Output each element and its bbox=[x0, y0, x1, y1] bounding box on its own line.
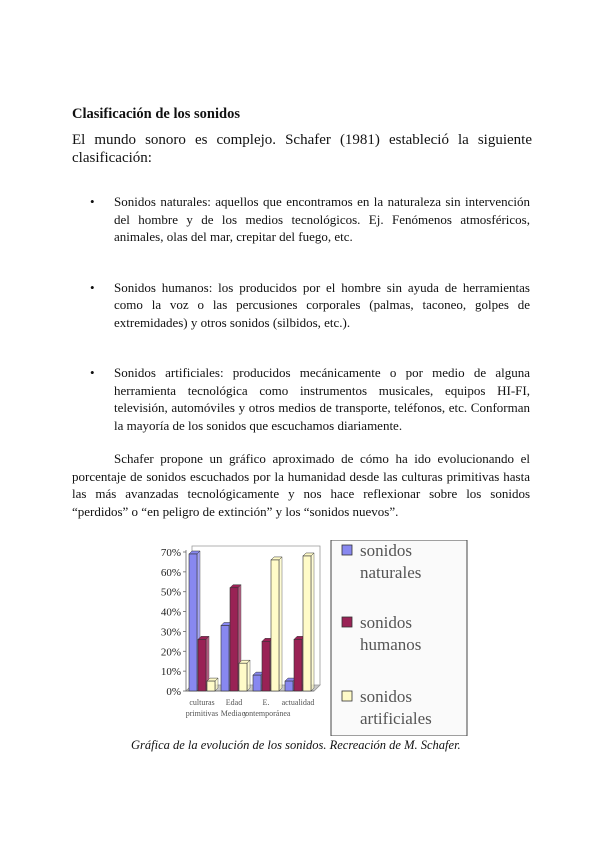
list-item bbox=[90, 364, 530, 434]
x-tick-label: E. bbox=[262, 698, 270, 707]
list-item-text: Sonidos humanos: los producidos por el hombre sin ayuda de herramientas como la voz o las percusiones corporales (palmas, taconeo, golpes de extremidades) y otros sonidos (silbidos, etc.). bbox=[114, 279, 530, 330]
legend-label: naturales bbox=[360, 563, 422, 582]
intro-text: El mundo sonoro es complejo. Schafer (1981) estableció la siguiente clasificación: bbox=[72, 132, 532, 166]
y-tick-label: 70% bbox=[160, 547, 181, 559]
legend-label: artificiales bbox=[360, 709, 432, 728]
y-tick-label: 30% bbox=[160, 626, 181, 639]
list-item-text: Sonidos artificiales: producidos mecánicamente o por medio de alguna herramienta tecnológica como instrumentos musicales, equipos HI-FI, televisión, automóviles y otros medios de transporte, teléfonos, etc. Conforman la mayoría de los sonidos que escuchamos diariamente. bbox=[114, 365, 530, 433]
bar bbox=[230, 588, 238, 691]
y-tick-label: 60% bbox=[160, 566, 181, 579]
chart-svg bbox=[150, 540, 470, 736]
list-item-text: Sonidos naturales: aquellos que encontramos en la naturaleza sin intervención del hombre y de los medios tecnológicos. Ej. Fenómenos atmosféricos, animales, olas del mar, crepitar del fuego, etc. bbox=[114, 194, 530, 244]
bar bbox=[253, 675, 261, 691]
y-tick-label: 10% bbox=[160, 666, 181, 679]
chart-caption: Gráfica de la evolución de los sonidos. Recreación de M. Schafer. bbox=[131, 738, 461, 752]
legend-swatch bbox=[342, 617, 352, 627]
classification-list bbox=[90, 193, 530, 467]
list-item bbox=[90, 279, 530, 332]
bar bbox=[239, 663, 247, 691]
bullet-marker: • bbox=[90, 194, 95, 209]
bar bbox=[271, 560, 279, 691]
x-tick-label: actualidad bbox=[281, 698, 315, 707]
sound-evolution-chart bbox=[150, 540, 470, 736]
legend-label: sonidos bbox=[360, 541, 412, 560]
y-tick-label: 0% bbox=[166, 686, 181, 698]
legend-swatch bbox=[342, 545, 352, 555]
y-tick-label: 40% bbox=[160, 606, 181, 619]
bar bbox=[285, 681, 293, 691]
body-paragraph: Schafer propone un gráfico aproximado de cómo ha ido evolucionando el porcentaje de sonidos escuchados por la humanidad desde las culturas primitivas hasta las más avanzadas tecnológicamente y nos hace reflexionar sobre los sonidos “perdidos” o “en peligro de extinción” y los “sonidos nuevos”. bbox=[72, 451, 530, 519]
y-tick-label: 20% bbox=[160, 646, 181, 659]
bullet-marker: • bbox=[90, 365, 95, 380]
bar bbox=[294, 639, 302, 691]
bar bbox=[303, 556, 311, 691]
bar bbox=[262, 641, 270, 691]
section-heading: Clasificación de los sonidos bbox=[72, 106, 240, 122]
bar bbox=[221, 625, 229, 691]
legend-label: sonidos bbox=[360, 613, 412, 632]
bar bbox=[189, 554, 197, 691]
x-tick-label: primitivas bbox=[185, 709, 219, 718]
y-tick-label: 50% bbox=[160, 586, 181, 599]
list-item bbox=[90, 193, 530, 246]
bar-side bbox=[311, 553, 314, 691]
bar-side bbox=[279, 557, 282, 691]
legend-label: humanos bbox=[360, 635, 422, 654]
x-tick-label: Media y bbox=[220, 709, 248, 718]
x-tick-label: Edad bbox=[225, 698, 243, 707]
bar bbox=[207, 681, 215, 691]
legend-swatch bbox=[342, 691, 352, 701]
bullet-marker: • bbox=[90, 279, 95, 295]
legend-label: sonidos bbox=[360, 687, 412, 706]
bar-side bbox=[247, 660, 250, 691]
bar bbox=[198, 639, 206, 691]
x-tick-label: culturas bbox=[189, 698, 215, 707]
x-tick-label: contemporánea bbox=[241, 709, 291, 718]
